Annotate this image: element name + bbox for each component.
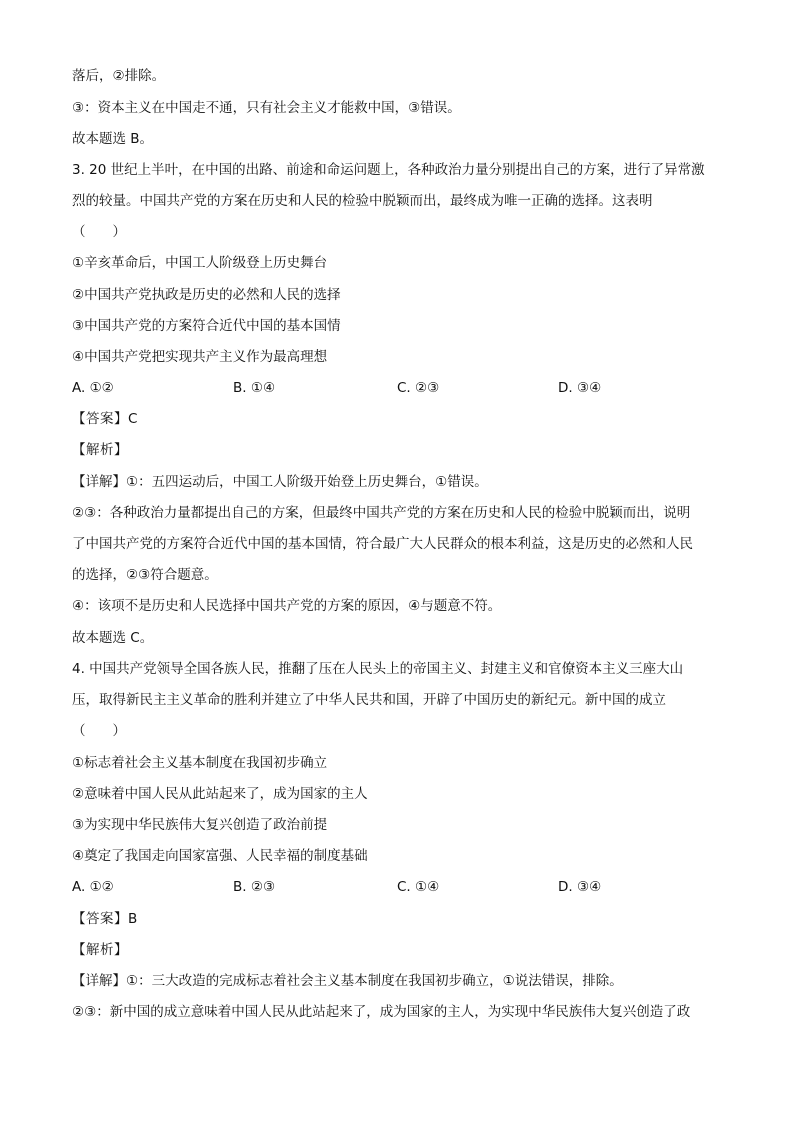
analysis-label: 【解析】 (72, 442, 128, 458)
answer-label: 【答案】C (72, 411, 138, 427)
statement-item: ③中国共产党的方案符合近代中国的基本国情 (72, 318, 341, 334)
statement-item: ④中国共产党把实现共产主义作为最高理想 (72, 349, 328, 365)
question-4-stem: 4. 中国共产党领导全国各族人民，推翻了压在人民头上的帝国主义、封建主义和官僚资本主义三座大山 (72, 661, 684, 677)
option-b: B. ②③ (233, 879, 276, 895)
option-a: A. ①② (72, 380, 114, 396)
answer-blank: （ ） (72, 224, 126, 240)
explanation-line: 【详解】①：三大改造的完成标志着社会主义基本制度在我国初步确立，①说法错误，排除。 (72, 973, 623, 989)
statement-item: ①辛亥革命后，中国工人阶级登上历史舞台 (72, 255, 328, 271)
option-c: C. ①④ (397, 879, 440, 895)
explanation-line: 的选择，②③符合题意。 (72, 567, 218, 583)
explanation-line: 了中国共产党的方案符合近代中国的基本国情，符合最广大人民群众的根本利益，这是历史的必然和人民 (72, 536, 693, 552)
answer-label: 【答案】B (72, 911, 138, 927)
statement-item: ①标志着社会主义基本制度在我国初步确立 (72, 755, 328, 771)
statement-item: ③为实现中华民族伟大复兴创造了政治前提 (72, 817, 328, 833)
option-d: D. ③④ (558, 380, 602, 396)
statement-item: ②意味着中国人民从此站起来了，成为国家的主人 (72, 786, 368, 802)
text-line: 故本题选 B。 (72, 131, 154, 147)
option-a: A. ①② (72, 879, 114, 895)
statement-item: ④奠定了我国走向国家富强、人民幸福的制度基础 (72, 848, 368, 864)
question-3-stem: 3. 20 世纪上半叶，在中国的出路、前途和命运问题上，各种政治力量分别提出自己的方案，进行了异常激 (72, 162, 705, 178)
option-c: C. ②③ (397, 380, 440, 396)
question-3-stem: 烈的较量。中国共产党的方案在历史和人民的检验中脱颖而出，最终成为唯一正确的选择。这表明 (72, 193, 653, 209)
text-line: ③：资本主义在中国走不通，只有社会主义才能救中国，③错误。 (72, 100, 461, 116)
explanation-line: ②③：新中国的成立意味着中国人民从此站起来了，成为国家的主人，为实现中华民族伟大复兴创造了政 (72, 1004, 691, 1020)
statement-item: ②中国共产党执政是历史的必然和人民的选择 (72, 287, 341, 303)
answer-blank: （ ） (72, 723, 126, 739)
question-4-stem: 压，取得新民主主义革命的胜利并建立了中华人民共和国，开辟了中国历史的新纪元。新中国的成立 (72, 692, 666, 708)
analysis-label: 【解析】 (72, 942, 128, 958)
explanation-line: 故本题选 C。 (72, 630, 154, 646)
option-d: D. ③④ (558, 879, 602, 895)
explanation-line: 【详解】①：五四运动后，中国工人阶级开始登上历史舞台，①错误。 (72, 474, 488, 490)
explanation-line: ④：该项不是历史和人民选择中国共产党的方案的原因，④与题意不符。 (72, 598, 502, 614)
text-line: 落后，②排除。 (72, 68, 166, 84)
explanation-line: ②③：各种政治力量都提出自己的方案，但最终中国共产党的方案在历史和人民的检验中脱颖而出，说明 (72, 505, 691, 521)
option-b: B. ①④ (233, 380, 276, 396)
